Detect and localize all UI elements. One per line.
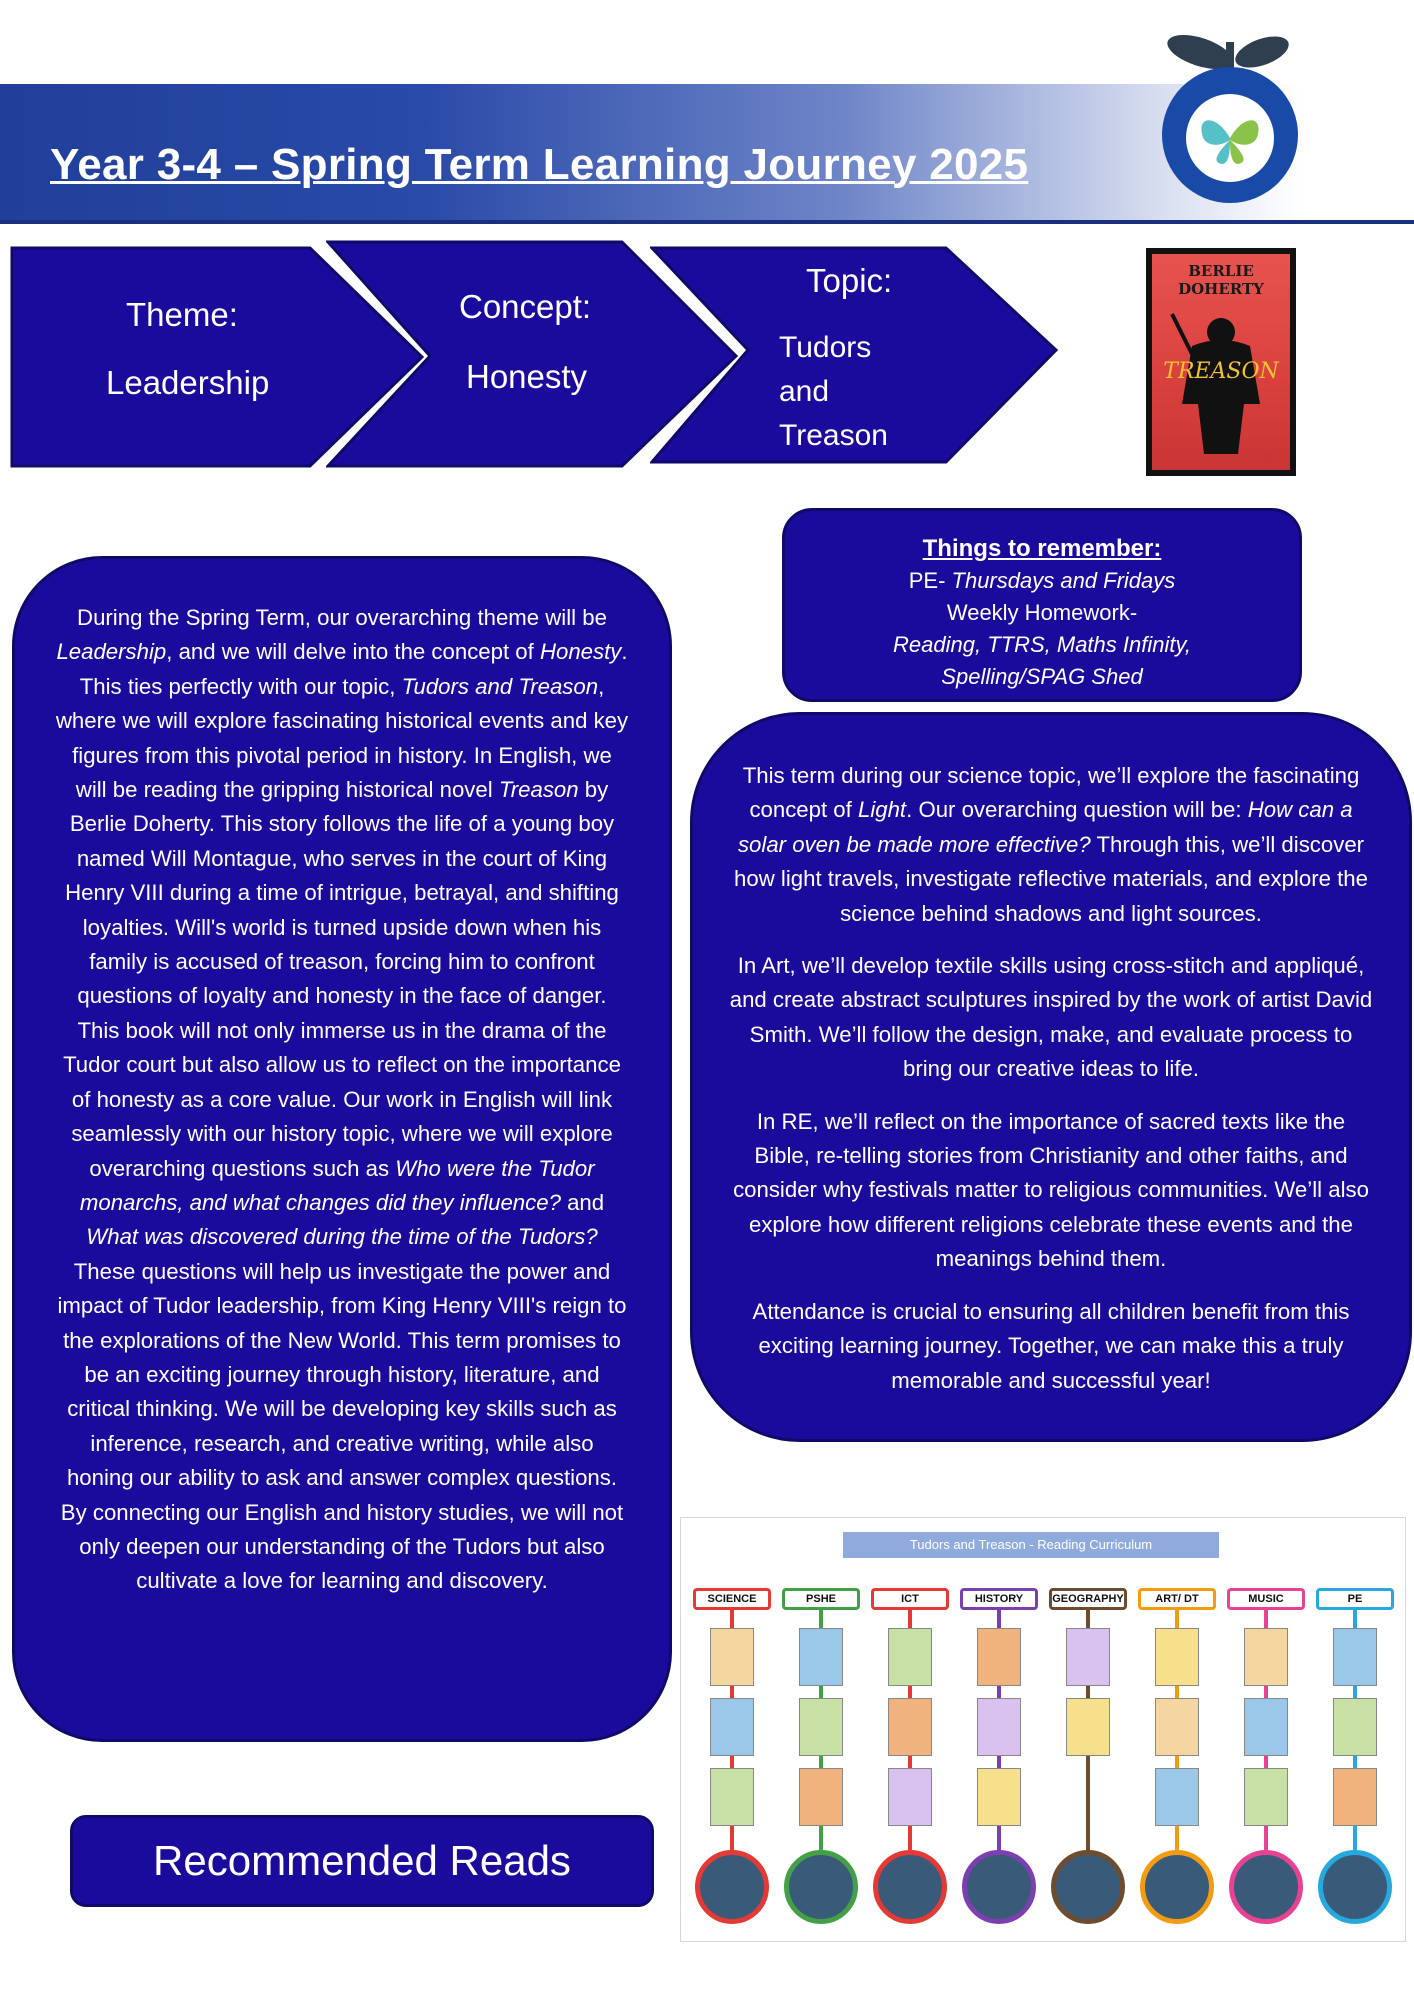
book-title: TREASON (1163, 359, 1279, 384)
subject-label: MUSIC (1227, 1588, 1305, 1610)
book-thumbnail (1155, 1628, 1199, 1686)
book-thumbnail (799, 1628, 843, 1686)
book-thumbnail (799, 1768, 843, 1826)
book-thumbnail (710, 1698, 754, 1756)
book-thumbnail (1066, 1628, 1110, 1686)
pe-days: Thursdays and Fridays (951, 568, 1176, 593)
book-thumbnail (888, 1698, 932, 1756)
book-thumbnail (1244, 1698, 1288, 1756)
subject-label: ICT (871, 1588, 949, 1610)
curriculum-column-science (693, 1588, 771, 1928)
subject-image-circle (695, 1850, 769, 1924)
curriculum-column-art-dt (1138, 1588, 1216, 1928)
text-span-italic: Treason (498, 777, 579, 803)
text-span-italic: How can a solar oven be made more effective? (737, 797, 1353, 857)
text-span: , and we will delve into the concept of (166, 639, 540, 665)
book-thumbnail (1333, 1698, 1377, 1756)
subject-image-circle (1318, 1850, 1392, 1924)
book-thumbnail (1333, 1628, 1377, 1686)
text-span: . This ties perfectly with our topic, (79, 639, 628, 699)
remember-heading: Things to remember: (922, 535, 1162, 562)
curriculum-column-music (1227, 1588, 1305, 1928)
subject-image-circle (962, 1850, 1036, 1924)
curriculum-title: Tudors and Treason - Reading Curriculum (843, 1532, 1219, 1558)
english-history-panel (12, 556, 672, 1742)
topic-value-line-1: Tudors (779, 331, 872, 364)
subject-image-circle (1051, 1850, 1125, 1924)
subject-label: SCIENCE (693, 1588, 771, 1610)
book-thumbnail (799, 1698, 843, 1756)
book-thumbnail (1244, 1628, 1288, 1686)
concept-heading: Concept: (459, 288, 592, 325)
theme-value: Leadership (106, 364, 270, 401)
concept-value: Honesty (466, 358, 588, 395)
homework-items-text-2: Spelling/SPAG Shed (941, 664, 1143, 689)
book-thumbnail (1155, 1768, 1199, 1826)
topic-chevron (650, 240, 1060, 468)
subject-image-circle (1140, 1850, 1214, 1924)
homework-line: Weekly Homework- (946, 600, 1138, 625)
curriculum-column-ict (871, 1588, 949, 1928)
text-span: and (560, 1189, 605, 1215)
topic-value-line-2: and (779, 375, 830, 408)
subject-label: PSHE (782, 1588, 860, 1610)
subject-image-circle (1229, 1850, 1303, 1924)
book-thumbnail (1333, 1768, 1377, 1826)
book-thumbnail (977, 1628, 1021, 1686)
recommended-reads-label: Recommended Reads (70, 1815, 654, 1907)
homework-items-2 (785, 661, 1299, 693)
subject-label: PE (1316, 1588, 1394, 1610)
re-paragraph: In RE, we’ll reflect on the importance of sacred texts like the Bible, re-telling stories from Christianity and other faiths, and consider why festivals matter to religious communities. We’ll also explore how different religions celebrate these events and the meanings behind them. (733, 1108, 1369, 1272)
art-paragraph: In Art, we’ll develop textile skills using cross-stitch and appliqué, and create abstract sculptures inspired by the work of artist David Smith. We’ll follow the design, make, and evaluate process to bring our creative ideas to life. (729, 953, 1373, 1082)
text-span: During the Spring Term, our overarching theme will be (77, 605, 607, 630)
theme-heading: Theme: (126, 296, 238, 333)
page-title: Year 3-4 – Spring Term Learning Journey 2025 (50, 140, 1029, 189)
attendance-paragraph: Attendance is crucial to ensuring all children benefit from this exciting learning journey. Together, we can make this a truly memorable and successful year! (752, 1298, 1350, 1393)
book-thumbnail (710, 1628, 754, 1686)
pe-label: PE- (908, 568, 952, 593)
text-span-italic: Who were the Tudor monarchs, and what changes did they influence? (79, 1155, 595, 1215)
curriculum-column-history (960, 1588, 1038, 1928)
curriculum-column-pe (1316, 1588, 1394, 1928)
curriculum-column-geography (1049, 1588, 1127, 1928)
subject-image-circle (873, 1850, 947, 1924)
text-span-italic: Tudors and Treason (401, 673, 599, 699)
text-span: This term during our science topic, we’ll explore the fascinating concept of (742, 763, 1360, 823)
text-span-italic: Light (857, 797, 907, 823)
reading-curriculum-graphic (680, 1517, 1406, 1942)
book-thumbnail (1244, 1768, 1288, 1826)
book-thumbnail (888, 1628, 932, 1686)
things-to-remember-panel (782, 508, 1302, 702)
text-span-italic: Leadership (56, 639, 167, 665)
english-history-text (55, 601, 629, 1599)
book-author: BERLIE DOHERTY (1178, 262, 1264, 298)
book-thumbnail (1066, 1698, 1110, 1756)
subject-label: HISTORY (960, 1588, 1038, 1610)
text-span: . Our overarching question will be: (906, 797, 1248, 823)
science-art-re-panel (690, 712, 1412, 1442)
book-thumbnail (888, 1768, 932, 1826)
subject-label: ART/ DT (1138, 1588, 1216, 1610)
pe-line (785, 565, 1299, 597)
text-span-italic: What was discovered during the time of the Tudors? (86, 1224, 598, 1250)
text-span: Through this, we’ll discover how light travels, investigate reflective materials, and explore the science behind shadows and light sources. (734, 831, 1368, 926)
homework-items-text: Reading, TTRS, Maths Infinity, (893, 632, 1191, 657)
science-paragraph (729, 759, 1373, 931)
text-span: , where we will explore fascinating historical events and key figures from this pivotal period in history. In English, we will be reading the gripping historical novel (55, 673, 629, 803)
topic-value-line-3: Treason (779, 419, 888, 452)
school-logo (1150, 30, 1310, 205)
subject-label: GEOGRAPHY (1049, 1588, 1127, 1610)
topic-heading: Topic: (806, 262, 893, 299)
subject-image-circle (784, 1850, 858, 1924)
treason-book-cover (1146, 248, 1296, 476)
text-span: These questions will help us investigate the power and impact of Tudor leadership, from King Henry VIII's reign to the explorations of the New World. This term promises to be an exciting journey through history, literature, and critical thinking. We will be developing key skills such as inference, research, and creative writing, while also honing our ability to ask and answer complex questions. By connecting our English and history studies, we will not only deepen our understanding of the Tudors but also cultivate a love for learning and discovery. (57, 1258, 627, 1594)
book-thumbnail (977, 1768, 1021, 1826)
curriculum-column-pshe (782, 1588, 860, 1928)
book-thumbnail (710, 1768, 754, 1826)
text-span-italic: Honesty (539, 639, 622, 665)
text-span: by Berlie Doherty. This story follows the life of a young boy named Will Montague, who serves in the court of King Henry VIII during a time of intrigue, betrayal, and shifting loyalties. Will's world is turned upside down when his family is accused of treason, forcing him to confront questions of loyalty and honesty in the face of danger. This book will not only immerse us in the drama of the Tudor court but also allow us to reflect on the importance of honesty as a core value. Our work in English will link seamlessly with our history topic, where we will explore overarching questions such as (63, 777, 621, 1181)
homework-items (785, 629, 1299, 661)
book-thumbnail (977, 1698, 1021, 1756)
book-thumbnail (1155, 1698, 1199, 1756)
